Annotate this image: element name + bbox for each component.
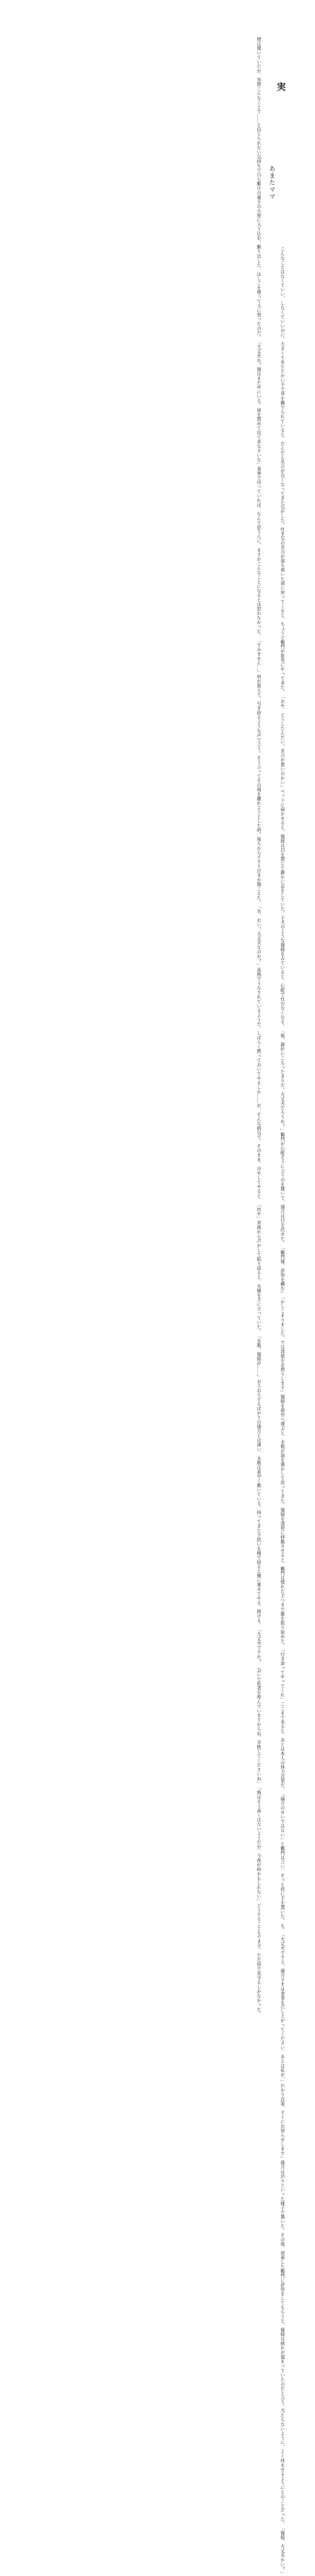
text-column: そう言ってその場を離れようとした時、後ろからすすり泣きが聞こえた。 bbox=[256, 755, 261, 904]
text-column: 食事で待っていれば、なんて思う人に、まさかこんなことになるとは思わなかった。 bbox=[256, 466, 261, 638]
text-column: どうすることもできず、ただ傍で見守るしかなかった。 bbox=[256, 1902, 261, 2016]
upper-text-block bbox=[25, 37, 263, 2016]
text-column: こんなことはなくていい、しなくていいのに、大きくてあたたかい手で背 bbox=[280, 247, 284, 396]
text-column: 「瑞月のせいではない」と鶴門は言い、そっと肩に手を置いた。 bbox=[280, 1792, 284, 1923]
text-column: 吐き気の具合が落ち着いた頃に戻ってくると、ちょうど鶴門が庭先にやって来た。 bbox=[280, 527, 284, 694]
text-column: 「大丈夫ですよ、瑞月さまは食事を召し上がってください、あとは私が。」 bbox=[280, 1932, 284, 2084]
text-column: 当たらないように、よく休ませるようにとのことだった。 bbox=[280, 2408, 284, 2527]
author-name: あまたママ bbox=[268, 165, 275, 200]
text-column: おろおろするばかりの瑞月とは違い、水瓶は素早く動いている。持って bbox=[256, 1378, 261, 1524]
text-column: ベッドに寝かせると、猫稲は目を閉じて静かに息をしていた。 bbox=[280, 789, 284, 915]
text-column: 猫はまだ中にいる。扉を閉めて出て来なさいな」 bbox=[256, 366, 261, 466]
text-column: 「熱はそう高くはないようだが、今夜が峠かもしれない」 bbox=[256, 1785, 261, 1903]
text-column: そんな病気で、そのまま、冷やしてやると、 bbox=[256, 1112, 261, 1203]
text-column: 猫稲を寝台へ運ぶと、水瓶が湯を沸かして戻ってきた。 bbox=[280, 1394, 284, 1508]
text-column: 「すみません…」肩が震えて、引き絞るような声で言う。 bbox=[256, 637, 261, 756]
text-column: 「大丈夫ですか？ 急いで医者を呼んでいますからね、辛抱してくださいね」 bbox=[256, 1627, 261, 1786]
text-column: 「付き添ってやってくれ」 bbox=[280, 1647, 284, 1702]
text-column: 「猫稲、大丈夫かい？」 bbox=[280, 2526, 284, 2576]
text-column: 「おや、どうしたんだい。具合が悪いのかい」 bbox=[280, 694, 284, 789]
text-column: 「大丈夫か？ bbox=[256, 339, 261, 367]
text-column: 掛ける。 bbox=[256, 1609, 261, 1627]
text-column: 高熱でうなされているようだ。しばらく黙っておいてやるしか……が、 bbox=[256, 968, 261, 1112]
text-column: も。 bbox=[280, 1923, 284, 1932]
text-column: 「かしこまりました。では部屋をお借りします」 bbox=[280, 1295, 284, 1394]
text-column: 瑞月は渋々といった様子で頷いた。 bbox=[280, 2160, 284, 2233]
text-column: その後、到着した鶴門に診察をしてもらうと、猫稲は疲れが溜まっていたのだと言う。 bbox=[280, 2232, 284, 2409]
text-column: 「坊や」 bbox=[256, 1203, 261, 1221]
text-column: を撫でられていると、だんだん具合が良くなってきた気がした。 bbox=[280, 396, 284, 527]
story-title: 実 bbox=[275, 82, 285, 92]
text-column: の裏手の小屋に入り込む。 bbox=[256, 190, 261, 245]
text-column: わかり次第、すぐにお知らせします」 bbox=[280, 2083, 284, 2160]
text-column: 「あ、おい！大丈夫なのか？」 bbox=[256, 904, 261, 968]
text-column: 焼は聞いていたが、実際こんなことで……と信じられない気持ちで自ら駆け bbox=[256, 37, 261, 190]
text-column: 鶴門が心配そうに言うのを聞いて、瑞月は目を伏せた。 bbox=[280, 1132, 284, 1246]
text-column: 「水瓶、猫稲が……」 bbox=[256, 1333, 261, 1379]
text-column: ここまで来ると、あとは本人の体力次第だ。 bbox=[280, 1702, 284, 1792]
text-column: 子犬のような猫稲をみていると、心配で仕方なくなる。 bbox=[280, 915, 284, 1029]
text-column: 「鶴門様、診察を頼む」 bbox=[280, 1245, 284, 1295]
text-column: 背後から声がして振り返ると、水桶を手に立っていた。 bbox=[256, 1221, 261, 1334]
text-column: きた手拭いを桶で絞ると額に乗せてやる。 bbox=[256, 1523, 261, 1609]
text-column: 猫稲を部屋に移動させると、鶴門は慣れた手つきで脈を取り始めた。 bbox=[280, 1507, 284, 1647]
text-column: 「姫、御炉にこもったきりだ。大丈夫だろうか？」 bbox=[280, 1028, 284, 1132]
text-column: 駆り出した、はしごを使って天に登ったのだ。 bbox=[256, 245, 261, 340]
